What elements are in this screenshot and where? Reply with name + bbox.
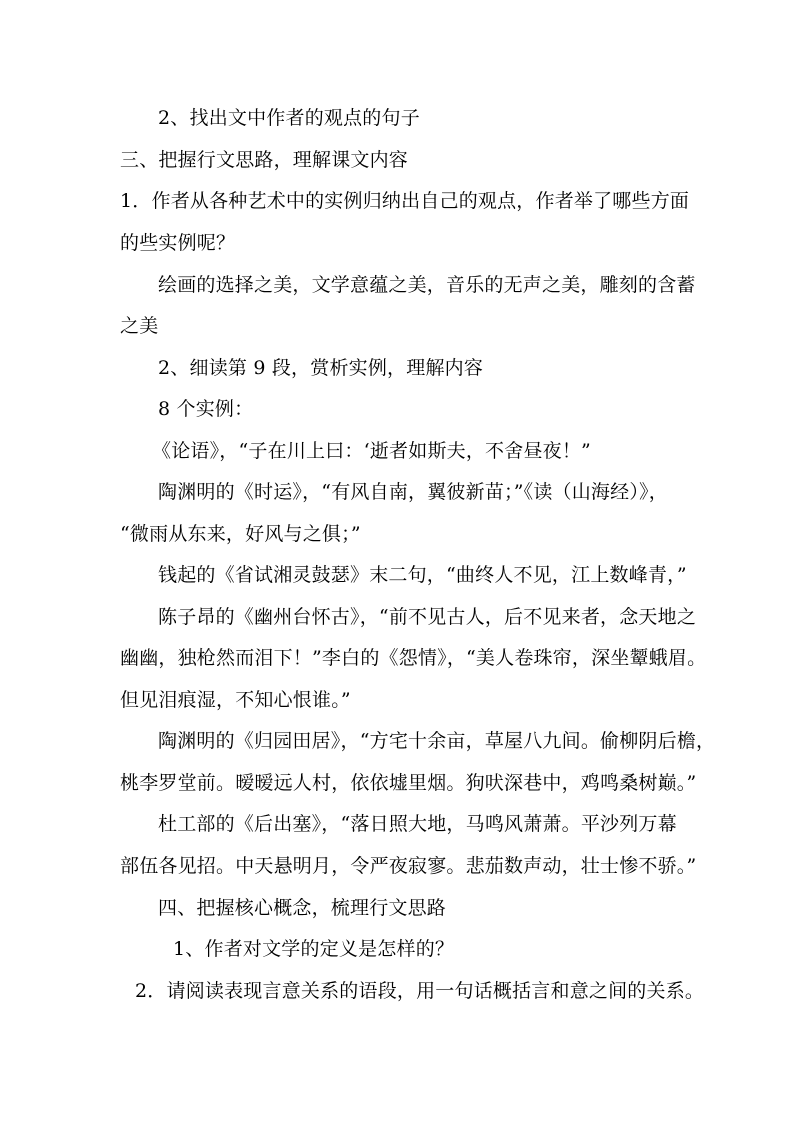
line-4: 的些实例呢？ — [120, 232, 236, 254]
section-heading-3: 三、把握行文思路，理解课文内容 — [120, 149, 409, 171]
line-11: “微雨从东来，好风与之俱；” — [120, 523, 361, 545]
line-14: 幽幽，独枪然而泪下！”李白的《怨情》，“美人卷珠帘，深坐颦蛾眉。 — [120, 647, 707, 669]
line-16: 陶渊明的《归园田居》，“方宅十余亩，草屋八九间。偷柳阴后檐， — [158, 730, 716, 752]
line-19: 部伍各见招。中天悬明月，令严夜寂寥。悲茄数声动，壮士惨不骄。” — [120, 855, 697, 877]
line-7: 2、细读第 9 段，赏析实例，理解内容 — [158, 357, 484, 379]
line-10: 陶渊明的《时运》，“有风自南，翼彼新苗；”《读（山海经）》， — [158, 481, 668, 503]
line-12: 钱起的《省试湘灵鼓瑟》末二句，“曲终人不见，江上数峰青，” — [158, 564, 687, 586]
line-5: 绘画的选择之美，文学意蕴之美，音乐的无声之美，雕刻的含蓄 — [158, 274, 696, 296]
line-1: 2、找出文中作者的观点的句子 — [158, 107, 420, 129]
line-22: 2．请阅读表现言意关系的语段，用一句话概括言和意之间的关系。 — [135, 980, 705, 1002]
line-17: 桃李罗堂前。暧暧远人村，依依墟里烟。狗吠深巷中，鸡鸣桑树巅。” — [120, 772, 697, 794]
line-13: 陈子昂的《幽州台怀古》，“前不见古人，后不见来者，念天地之 — [158, 606, 697, 628]
section-heading-4: 四、把握核心概念，梳理行文思路 — [158, 897, 447, 919]
line-3: 1．作者从各种艺术中的实例归纳出自己的观点，作者举了哪些方面 — [120, 190, 690, 212]
line-15: 但见泪痕湿，不知心恨谁。” — [120, 689, 351, 711]
line-6: 之美 — [120, 315, 159, 337]
line-18: 杜工部的《后出塞》，“落日照大地，马鸣风萧萧。平沙列万幕 — [158, 813, 677, 835]
line-8: 8 个实例： — [158, 398, 254, 420]
line-9: 《论语》，“子在川上曰：‘逝者如斯夫，不舍昼夜！” — [152, 440, 591, 462]
line-21: 1、作者对文学的定义是怎样的？ — [173, 938, 455, 960]
